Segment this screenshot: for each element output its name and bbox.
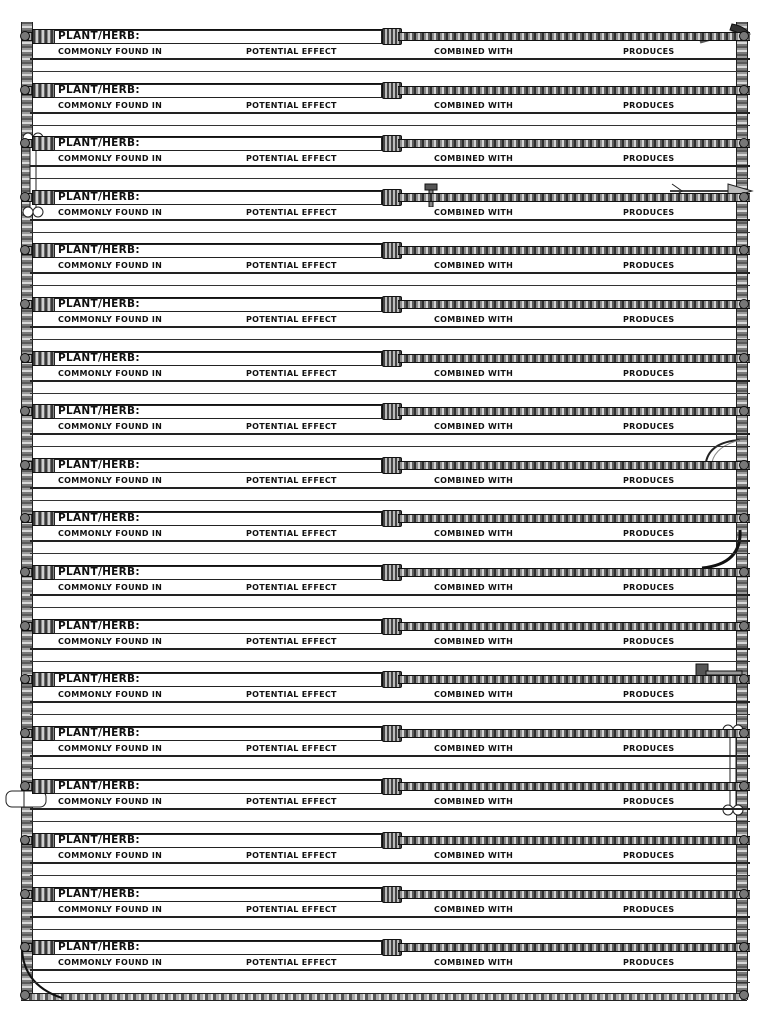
- combined-with-label: COMBINED WITH: [434, 743, 514, 753]
- commonly-found-in-label: COMMONLY FOUND IN: [58, 797, 163, 807]
- post-cap: [739, 85, 749, 95]
- produces-label: PRODUCES: [623, 583, 675, 592]
- potential-effect-label: POTENTIAL EFFECT: [246, 797, 337, 807]
- combined-with-label: COMBINED WITH: [434, 368, 514, 378]
- herb-entry-row: [18, 886, 750, 934]
- wooden-rail-icon: [18, 671, 750, 686]
- combined-with-label: COMBINED WITH: [434, 315, 514, 324]
- post-cap: [739, 353, 749, 363]
- herb-entry-row: [18, 242, 750, 290]
- potential-effect-label: POTENTIAL EFFECT: [246, 958, 337, 968]
- wooden-rail-icon: [18, 457, 750, 472]
- combined-with-label: COMBINED WITH: [434, 636, 514, 646]
- plant-herb-label: PLANT/HERB:: [58, 673, 140, 686]
- herb-entry-row: [18, 403, 750, 451]
- combined-with-label: COMBINED WITH: [434, 100, 514, 110]
- potential-effect-label: POTENTIAL EFFECT: [246, 636, 337, 646]
- writing-line[interactable]: [30, 71, 750, 72]
- plant-herb-label: PLANT/HERB:: [58, 405, 140, 418]
- produces-label: PRODUCES: [623, 743, 675, 753]
- bottom-rail: [21, 993, 747, 1001]
- wooden-rail-icon: [18, 832, 750, 847]
- produces-label: PRODUCES: [623, 315, 675, 324]
- plant-herb-label: PLANT/HERB:: [58, 887, 140, 900]
- commonly-found-in-label: COMMONLY FOUND IN: [58, 475, 163, 485]
- commonly-found-in-label: COMMONLY FOUND IN: [58, 47, 163, 56]
- potential-effect-label: POTENTIAL EFFECT: [246, 100, 337, 110]
- wooden-rail-icon: [18, 886, 750, 901]
- post-cap: [739, 621, 749, 631]
- wooden-rail-icon: [18, 350, 750, 365]
- plant-herb-label: PLANT/HERB:: [58, 298, 140, 310]
- plant-herb-label: PLANT/HERB:: [58, 619, 140, 632]
- plant-herb-label: PLANT/HERB:: [58, 458, 140, 471]
- writing-line[interactable]: [30, 178, 750, 179]
- commonly-found-in-label: COMMONLY FOUND IN: [58, 261, 163, 271]
- writing-line[interactable]: [30, 553, 750, 554]
- writing-line[interactable]: [30, 929, 750, 930]
- commonly-found-in-label: COMMONLY FOUND IN: [58, 743, 163, 753]
- post-cap: [739, 460, 749, 470]
- herb-entry-row: [18, 296, 750, 344]
- combined-with-label: COMBINED WITH: [434, 958, 514, 968]
- commonly-found-in-label: COMMONLY FOUND IN: [58, 690, 163, 700]
- potential-effect-label: POTENTIAL EFFECT: [246, 47, 337, 56]
- wooden-rail-icon: [18, 82, 750, 97]
- post-cap: [739, 889, 749, 899]
- wooden-rail-icon: [18, 939, 750, 954]
- post-cap: [20, 31, 30, 41]
- writing-line[interactable]: [30, 232, 750, 233]
- produces-label: PRODUCES: [623, 636, 675, 646]
- post-cap: [20, 192, 30, 202]
- writing-line[interactable]: [30, 446, 750, 447]
- potential-effect-label: POTENTIAL EFFECT: [246, 422, 337, 432]
- produces-label: PRODUCES: [623, 958, 675, 968]
- plant-herb-label: PLANT/HERB:: [58, 137, 140, 150]
- potential-effect-label: POTENTIAL EFFECT: [246, 851, 337, 860]
- potential-effect-label: POTENTIAL EFFECT: [246, 475, 337, 485]
- post-cap: [20, 299, 30, 309]
- wooden-rail-icon: [18, 510, 750, 525]
- plant-herb-label: PLANT/HERB:: [58, 351, 140, 364]
- combined-with-label: COMBINED WITH: [434, 529, 514, 539]
- plant-herb-label: PLANT/HERB:: [58, 566, 140, 578]
- combined-with-label: COMBINED WITH: [434, 154, 514, 164]
- commonly-found-in-label: COMMONLY FOUND IN: [58, 154, 163, 164]
- commonly-found-in-label: COMMONLY FOUND IN: [58, 851, 163, 860]
- wooden-rail-icon: [18, 135, 750, 150]
- post-cap: [20, 889, 30, 899]
- potential-effect-label: POTENTIAL EFFECT: [246, 315, 337, 324]
- post-cap: [20, 567, 30, 577]
- plant-herb-label: PLANT/HERB:: [58, 726, 140, 739]
- writing-line[interactable]: [30, 982, 750, 983]
- produces-label: PRODUCES: [623, 690, 675, 700]
- wooden-rail-icon: [18, 618, 750, 633]
- writing-line[interactable]: [30, 607, 750, 608]
- writing-line[interactable]: [30, 500, 750, 501]
- herb-entry-row: [18, 939, 750, 987]
- combined-with-label: COMBINED WITH: [434, 904, 514, 914]
- post-cap: [739, 299, 749, 309]
- potential-effect-label: POTENTIAL EFFECT: [246, 690, 337, 700]
- post-cap: [739, 990, 749, 1000]
- produces-label: PRODUCES: [623, 47, 675, 56]
- writing-line[interactable]: [30, 821, 750, 822]
- combined-with-label: COMBINED WITH: [434, 47, 514, 56]
- wooden-rail-icon: [18, 189, 750, 204]
- herb-entry-row: [18, 725, 750, 773]
- produces-label: PRODUCES: [623, 475, 675, 485]
- post-cap: [20, 990, 30, 1000]
- plant-herb-label: PLANT/HERB:: [58, 30, 140, 42]
- post-cap: [20, 621, 30, 631]
- produces-label: PRODUCES: [623, 368, 675, 378]
- produces-label: PRODUCES: [623, 422, 675, 432]
- potential-effect-label: POTENTIAL EFFECT: [246, 154, 337, 164]
- produces-label: PRODUCES: [623, 100, 675, 110]
- plant-herb-label: PLANT/HERB:: [58, 780, 140, 793]
- combined-with-label: COMBINED WITH: [434, 851, 514, 860]
- wooden-rail-icon: [18, 28, 750, 43]
- writing-line[interactable]: [30, 339, 750, 340]
- plant-herb-label: PLANT/HERB:: [58, 190, 140, 203]
- combined-with-label: COMBINED WITH: [434, 583, 514, 592]
- wooden-rail-icon: [18, 296, 750, 311]
- potential-effect-label: POTENTIAL EFFECT: [246, 261, 337, 271]
- commonly-found-in-label: COMMONLY FOUND IN: [58, 100, 163, 110]
- writing-line[interactable]: [30, 125, 750, 126]
- combined-with-label: COMBINED WITH: [434, 475, 514, 485]
- commonly-found-in-label: COMMONLY FOUND IN: [58, 207, 163, 217]
- herb-entry-row: [18, 189, 750, 237]
- herb-entry-row: [18, 350, 750, 398]
- writing-line[interactable]: [30, 285, 750, 286]
- potential-effect-label: POTENTIAL EFFECT: [246, 368, 337, 378]
- combined-with-label: COMBINED WITH: [434, 422, 514, 432]
- potential-effect-label: POTENTIAL EFFECT: [246, 743, 337, 753]
- post-cap: [20, 728, 30, 738]
- writing-line[interactable]: [30, 768, 750, 769]
- post-cap: [20, 85, 30, 95]
- herb-entry-row: [18, 564, 750, 612]
- combined-with-label: COMBINED WITH: [434, 207, 514, 217]
- commonly-found-in-label: COMMONLY FOUND IN: [58, 636, 163, 646]
- herb-entry-row: [18, 510, 750, 558]
- herb-entry-row: [18, 28, 750, 76]
- commonly-found-in-label: COMMONLY FOUND IN: [58, 315, 163, 324]
- post-cap: [20, 460, 30, 470]
- plant-herb-label: PLANT/HERB:: [58, 834, 140, 846]
- wooden-rail-icon: [18, 242, 750, 257]
- herb-entry-row: [18, 671, 750, 719]
- combined-with-label: COMBINED WITH: [434, 797, 514, 807]
- commonly-found-in-label: COMMONLY FOUND IN: [58, 958, 163, 968]
- combined-with-label: COMBINED WITH: [434, 690, 514, 700]
- potential-effect-label: POTENTIAL EFFECT: [246, 904, 337, 914]
- post-cap: [739, 728, 749, 738]
- post-cap: [20, 353, 30, 363]
- herb-entry-row: [18, 778, 750, 826]
- herb-entry-row: [18, 457, 750, 505]
- produces-label: PRODUCES: [623, 207, 675, 217]
- produces-label: PRODUCES: [623, 851, 675, 860]
- commonly-found-in-label: COMMONLY FOUND IN: [58, 904, 163, 914]
- produces-label: PRODUCES: [623, 797, 675, 807]
- commonly-found-in-label: COMMONLY FOUND IN: [58, 368, 163, 378]
- plant-herb-label: PLANT/HERB:: [58, 941, 140, 954]
- wooden-rail-icon: [18, 564, 750, 579]
- potential-effect-label: POTENTIAL EFFECT: [246, 529, 337, 539]
- produces-label: PRODUCES: [623, 261, 675, 271]
- post-cap: [20, 835, 30, 845]
- potential-effect-label: POTENTIAL EFFECT: [246, 583, 337, 592]
- produces-label: PRODUCES: [623, 529, 675, 539]
- post-cap: [739, 31, 749, 41]
- writing-line[interactable]: [30, 875, 750, 876]
- herb-entry-row: [18, 618, 750, 666]
- produces-label: PRODUCES: [623, 904, 675, 914]
- post-cap: [739, 192, 749, 202]
- plant-herb-label: PLANT/HERB:: [58, 83, 140, 96]
- post-cap: [739, 567, 749, 577]
- herb-entry-row: [18, 82, 750, 130]
- commonly-found-in-label: COMMONLY FOUND IN: [58, 583, 163, 592]
- writing-line[interactable]: [30, 714, 750, 715]
- commonly-found-in-label: COMMONLY FOUND IN: [58, 529, 163, 539]
- herb-entry-row: [18, 135, 750, 183]
- commonly-found-in-label: COMMONLY FOUND IN: [58, 422, 163, 432]
- produces-label: PRODUCES: [623, 154, 675, 164]
- writing-line[interactable]: [30, 661, 750, 662]
- potential-effect-label: POTENTIAL EFFECT: [246, 207, 337, 217]
- post-cap: [739, 835, 749, 845]
- herb-entry-row: [18, 832, 750, 880]
- plant-herb-label: PLANT/HERB:: [58, 244, 140, 257]
- plant-herb-label: PLANT/HERB:: [58, 512, 140, 525]
- combined-with-label: COMBINED WITH: [434, 261, 514, 271]
- wooden-rail-icon: [18, 778, 750, 793]
- writing-line[interactable]: [30, 393, 750, 394]
- wooden-rail-icon: [18, 403, 750, 418]
- wooden-rail-icon: [18, 725, 750, 740]
